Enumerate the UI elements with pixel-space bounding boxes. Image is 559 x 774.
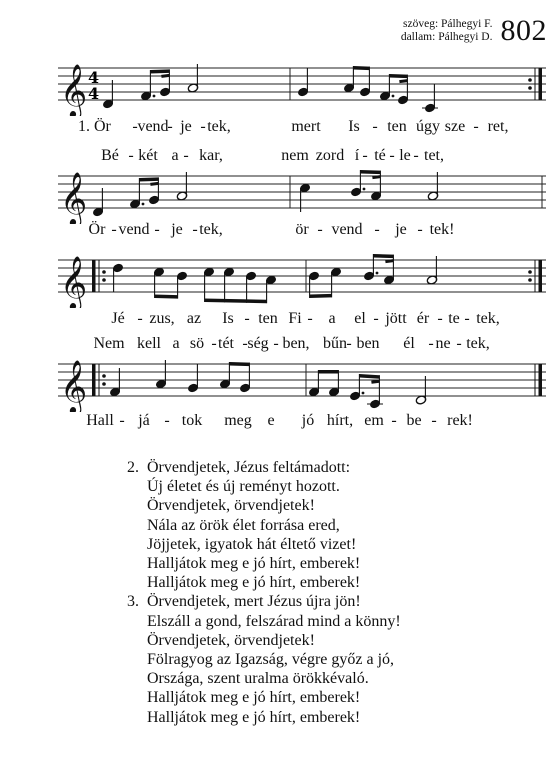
note-beam: [310, 294, 332, 298]
lyric-syllable: el: [354, 310, 366, 327]
lyric-syllable: tek,: [466, 335, 490, 352]
stanza-text: Örvendjetek, örvendjetek!: [147, 497, 315, 515]
lyric-syllable: Fi: [288, 310, 302, 327]
lyric-line: [58, 118, 546, 138]
lyric-syllable: a: [328, 310, 336, 327]
lyric-syllable: ten: [387, 118, 407, 135]
lyric-syllable: a: [172, 335, 180, 352]
hymn-header: [401, 14, 547, 48]
lyric-syllable: Jé: [111, 310, 125, 327]
lyric-syllable: ne: [435, 335, 451, 352]
stanza-line: [127, 477, 401, 496]
syllable-hyphen: -: [192, 221, 198, 238]
lyric-syllable: sze: [444, 118, 466, 135]
melody-credit: dallam: Pálhegyi D.: [400, 31, 493, 43]
syllable-hyphen: -: [464, 310, 470, 327]
syllable-hyphen: -: [437, 310, 443, 327]
stanza-line: [127, 535, 401, 554]
lyric-syllable: nem: [281, 147, 309, 164]
lyric-syllable: él: [403, 335, 415, 352]
staff-system-1: [58, 56, 546, 116]
lyric-syllable: ret,: [487, 118, 509, 135]
repeat-end-thick: [539, 68, 543, 100]
syllable-hyphen: -: [119, 412, 125, 429]
lyric-syllable: ben,: [282, 335, 310, 352]
stanza-text: Halljátok meg e jó hírt, emberek!: [147, 574, 361, 592]
sixteenth-beam: [372, 177, 380, 178]
syllable-hyphen: -: [473, 118, 479, 135]
sixteenth-beam: [371, 381, 379, 382]
stanza-line: [127, 669, 401, 688]
lyric-syllable: bűn: [323, 335, 347, 352]
syllable-hyphen: -: [391, 412, 397, 429]
note-beam: [359, 374, 379, 379]
note-beam: [318, 370, 338, 374]
lyric-syllable: e: [267, 412, 275, 429]
lyric-syllable: ör: [295, 221, 309, 238]
lyric-syllable: jó: [301, 412, 315, 429]
lyric-syllable: í: [354, 147, 360, 164]
lyric-line: [58, 310, 546, 330]
lyric-syllable: Hall: [86, 412, 114, 429]
stanza-text: Halljátok meg e jó hírt, emberek!: [147, 708, 361, 726]
sixteenth-beam: [150, 183, 158, 184]
stanza-text: Fölragyog az Igazság, végre győz a jó,: [147, 651, 395, 669]
lyric-syllable: a: [171, 147, 179, 164]
lyric-syllable: tek,: [476, 310, 500, 327]
lyric-syllable: kell: [137, 335, 161, 352]
repeat-start-thick: [92, 364, 96, 396]
dot: [363, 188, 366, 191]
treble-clef-icon: 𝄞: [60, 171, 88, 224]
lyric-syllable: je: [395, 221, 407, 238]
music-staff: [58, 56, 546, 116]
repeat-dot: [528, 270, 532, 274]
sixteenth-beam: [385, 261, 393, 262]
lyric-syllable: Bé: [101, 147, 119, 164]
stanza-number: 3.: [127, 593, 139, 611]
lyric-syllable: ség: [247, 335, 269, 352]
repeat-dot: [528, 78, 532, 82]
note-beam: [389, 74, 407, 78]
staff-system-3: [58, 248, 546, 308]
treble-clef-icon: 𝄞: [60, 359, 88, 412]
stanza-text: Elszáll a gond, felszárad mind a könny!: [147, 612, 401, 630]
lyric-syllable: zus,: [149, 310, 175, 327]
syllable-hyphen: -: [211, 335, 217, 352]
stanza-text: Halljátok meg e jó hírt, emberek!: [147, 555, 361, 573]
stanza-3: [127, 592, 401, 726]
lyric-line: [58, 221, 546, 241]
repeat-dot: [102, 382, 106, 386]
lyric-syllable: tet,: [424, 147, 444, 164]
syllable-hyphen: -: [183, 147, 189, 164]
syllable-hyphen: -: [167, 118, 173, 135]
sixteenth-beam: [399, 81, 407, 82]
lyric-syllable: ér: [416, 310, 430, 327]
dot: [142, 203, 145, 206]
syllable-hyphen: -: [111, 221, 117, 238]
dot: [376, 272, 379, 275]
stanza-line: [127, 650, 401, 669]
repeat-dot: [528, 86, 532, 90]
lyric-syllable: rek!: [447, 412, 473, 429]
stanza-text: Új életet és új reményt hozott.: [147, 478, 340, 496]
syllable-hyphen: -: [273, 335, 279, 352]
stanza-line: [127, 708, 401, 727]
staff-system-2: [58, 164, 546, 224]
stanza-line: [127, 554, 401, 573]
lyric-syllable: 1. Ör: [78, 118, 111, 135]
syllable-hyphen: -: [346, 335, 352, 352]
syllable-hyphen: -: [244, 310, 250, 327]
lyric-syllable: té: [374, 147, 386, 164]
text-credit: szöveg: Pálhegyi F.: [403, 18, 493, 30]
lyric-syllable: mert: [291, 118, 321, 135]
lyric-line: [58, 412, 546, 432]
note-beam: [139, 177, 158, 181]
note-beam: [373, 254, 393, 258]
syllable-hyphen: -: [137, 310, 143, 327]
stanza-text: Örvendjetek, mert Jézus újra jön!: [147, 593, 361, 611]
dot: [392, 95, 395, 98]
syllable-hyphen: -: [456, 335, 462, 352]
stanza-text: Örvendjetek, Jézus feltámadott:: [147, 459, 351, 476]
note-beam: [229, 362, 249, 366]
repeat-dot: [102, 374, 106, 378]
lyric-syllable: be: [406, 412, 422, 429]
repeat-dot: [102, 278, 106, 282]
lyric-syllable: vend: [331, 221, 363, 238]
music-staff: [58, 352, 546, 412]
additional-stanzas: [127, 458, 401, 727]
lyric-syllable: jött: [385, 310, 407, 327]
treble-clef-icon: 𝄞: [60, 63, 88, 116]
treble-clef-icon: 𝄞: [60, 255, 88, 308]
lyric-syllable: je: [171, 221, 183, 238]
lyric-syllable: úgy: [416, 118, 440, 135]
sixteenth-beam: [161, 75, 169, 76]
lyric-syllable: em: [364, 412, 384, 429]
lyric-syllable: tek,: [207, 118, 231, 135]
note-beam: [205, 299, 267, 304]
lyric-syllable: Nem: [93, 335, 125, 352]
syllable-hyphen: -: [200, 118, 206, 135]
syllable-hyphen: -: [132, 118, 138, 135]
lyric-syllable: je: [180, 118, 192, 135]
syllable-hyphen: -: [428, 335, 434, 352]
repeat-end-thick: [539, 260, 543, 292]
dot: [153, 95, 156, 98]
dot: [362, 392, 365, 395]
lyric-syllable: Is: [222, 310, 234, 327]
syllable-hyphen: -: [389, 147, 395, 164]
note-beam: [353, 66, 369, 70]
note-beam: [155, 295, 178, 299]
lyric-syllable: zord: [315, 147, 345, 164]
stanza-line: [127, 458, 401, 477]
time-signature-bottom: 4: [88, 84, 100, 103]
syllable-hyphen: -: [362, 147, 368, 164]
music-staff: [58, 164, 546, 224]
hymn-credits: [401, 18, 493, 44]
lyric-syllable: ben: [356, 335, 380, 352]
stanza-number: 2.: [127, 459, 139, 476]
stanza-line: [127, 612, 401, 631]
stanza-text: Halljátok meg e jó hírt, emberek!: [147, 689, 361, 707]
stanza-line: [127, 592, 401, 611]
lyric-syllable: Ör: [88, 221, 106, 238]
lyric-syllable: te: [448, 310, 460, 327]
time-signature-top: 4: [88, 68, 100, 87]
lyric-syllable: tok: [181, 412, 203, 429]
syllable-hyphen: -: [373, 310, 379, 327]
note-beam: [150, 69, 169, 73]
lyric-syllable: tét: [218, 335, 234, 352]
lyric-syllable: két: [138, 147, 158, 164]
syllable-hyphen: -: [374, 221, 380, 238]
stanza-line: [127, 631, 401, 650]
syllable-hyphen: -: [431, 412, 437, 429]
lyric-syllable: sö: [189, 335, 205, 352]
stanza-line: [127, 496, 401, 515]
lyric-syllable: le: [399, 147, 411, 164]
syllable-hyphen: -: [317, 221, 323, 238]
note-beam: [360, 170, 380, 174]
lyric-syllable: az: [186, 310, 202, 327]
stanza-text: Örvendjetek, örvendjetek!: [147, 631, 315, 649]
hymn-number: 802: [500, 14, 547, 47]
lyric-syllable: ten: [258, 310, 278, 327]
syllable-hyphen: -: [417, 221, 423, 238]
lyric-syllable: tek!: [429, 221, 455, 238]
lyric-syllable: Is: [348, 118, 360, 135]
syllable-hyphen: -: [413, 147, 419, 164]
lyric-syllable: hírt,: [326, 412, 354, 429]
music-staff: [58, 248, 546, 308]
stanza-line: [127, 688, 401, 707]
stanza-text: Jöjjetek, igyatok hát éltető vizet!: [147, 535, 357, 553]
syllable-hyphen: -: [307, 310, 313, 327]
repeat-dot: [528, 278, 532, 282]
syllable-hyphen: -: [242, 335, 248, 352]
final-barline-thick: [539, 364, 543, 396]
stanza-line: [127, 573, 401, 592]
lyric-syllable: tek,: [199, 221, 223, 238]
syllable-hyphen: -: [164, 412, 170, 429]
lyric-syllable: meg: [224, 412, 252, 429]
lyric-syllable: kar,: [199, 147, 223, 164]
syllable-hyphen: -: [154, 221, 160, 238]
stanza-text: Nála az örök élet forrása ered,: [147, 516, 340, 534]
syllable-hyphen: -: [372, 118, 378, 135]
lyric-syllable: vend: [118, 221, 150, 238]
stanza-2: [127, 458, 401, 592]
repeat-dot: [102, 270, 106, 274]
syllable-hyphen: -: [128, 147, 134, 164]
stanza-line: [127, 516, 401, 535]
lyric-syllable: já: [138, 412, 150, 429]
repeat-start-thick: [92, 260, 96, 292]
lyric-syllable: vend: [137, 118, 169, 135]
staff-system-4: [58, 352, 546, 412]
stanza-text: Országa, szent uralma örökkévaló.: [147, 670, 369, 688]
